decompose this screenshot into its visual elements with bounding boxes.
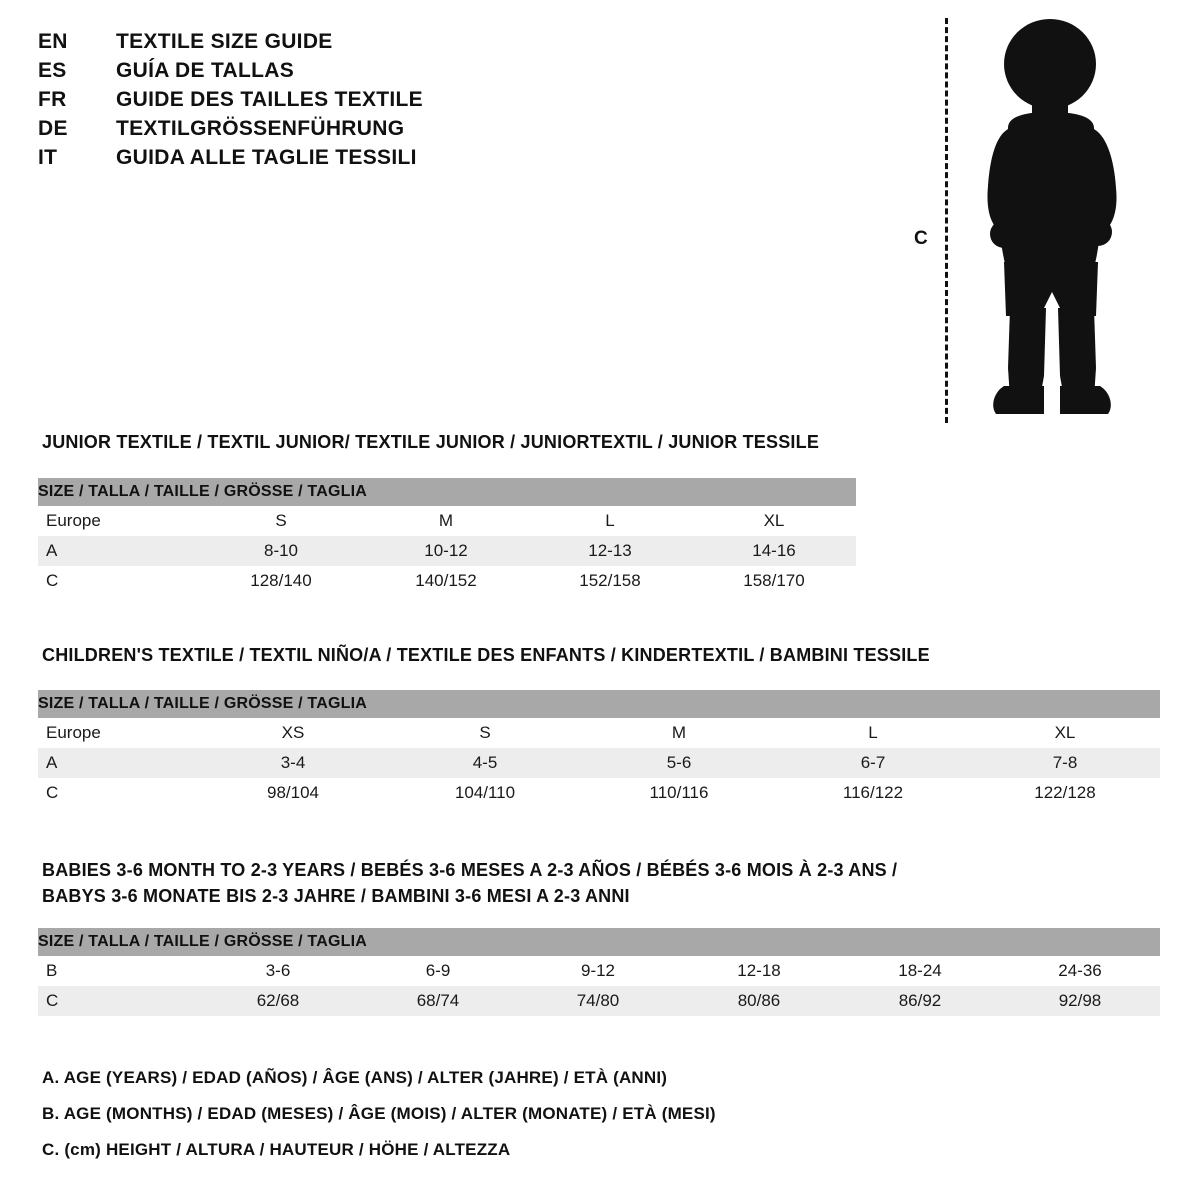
language-code: DE xyxy=(38,117,68,140)
band-label: SIZE / TALLA / TAILLE / GRÖSSE / TAGLIA xyxy=(38,695,367,712)
cell-value: 128/140 xyxy=(250,571,312,590)
child-silhouette-icon xyxy=(948,16,1148,431)
language-row xyxy=(38,88,558,112)
legend-line-a: A. AGE (YEARS) / EDAD (AÑOS) / ÂGE (ANS) / ALTER (JAHRE) / ETÀ (ANNI) xyxy=(42,1068,668,1087)
language-code: ES xyxy=(38,59,67,82)
table-row xyxy=(38,956,1160,986)
column-header: XS xyxy=(281,723,305,742)
column-header: S xyxy=(275,511,287,530)
figure-measure-label: C xyxy=(914,228,928,249)
table-row xyxy=(38,748,1160,778)
height-figure xyxy=(900,10,1160,430)
table-row xyxy=(38,778,1160,808)
section-title-children: CHILDREN'S TEXTILE / TEXTIL NIÑO/A / TEXTILE DES ENFANTS / KINDERTEXTIL / BAMBINI TESSILE xyxy=(42,645,930,665)
cell-value: 18-24 xyxy=(898,961,942,980)
language-row xyxy=(38,30,558,54)
cell-value: 140/152 xyxy=(415,571,477,590)
band-label: SIZE / TALLA / TAILLE / GRÖSSE / TAGLIA xyxy=(38,933,367,950)
cell-value: 110/116 xyxy=(649,783,709,802)
table-row xyxy=(38,566,856,596)
table-row xyxy=(38,986,1160,1016)
cell-value: 62/68 xyxy=(256,991,300,1010)
cell-value: 4-5 xyxy=(472,753,498,772)
legend-line-b: B. AGE (MONTHS) / EDAD (MESES) / ÂGE (MOIS) / ALTER (MONATE) / ETÀ (MESI) xyxy=(42,1104,716,1123)
column-header: Europe xyxy=(46,723,101,742)
legend-block xyxy=(42,1068,1142,1176)
cell-value: 6-7 xyxy=(860,753,886,772)
cell-value: 24-36 xyxy=(1058,961,1102,980)
cell-value: 3-4 xyxy=(280,753,306,772)
cell-value: 158/170 xyxy=(743,571,805,590)
junior-size-table xyxy=(38,478,856,596)
table-header-row xyxy=(38,718,1160,748)
section-title-babies-line2: BABYS 3-6 MONATE BIS 2-3 JAHRE / BAMBINI 3-6 MESI A 2-3 ANNI xyxy=(42,886,630,907)
cell-value: 5-6 xyxy=(666,753,692,772)
children-size-table xyxy=(38,690,1160,808)
language-title: GUIDA ALLE TAGLIE TESSILI xyxy=(116,146,417,169)
babies-size-table xyxy=(38,928,1160,1016)
cell-value: 92/98 xyxy=(1058,991,1102,1010)
cell-value: 68/74 xyxy=(416,991,460,1010)
language-row xyxy=(38,117,558,141)
cell-value: 86/92 xyxy=(898,991,942,1010)
language-row xyxy=(38,59,558,83)
cell-value: 98/104 xyxy=(267,783,319,802)
table-band-row xyxy=(38,478,856,506)
language-code: IT xyxy=(38,146,58,169)
cell-value: 116/122 xyxy=(842,783,904,802)
language-row xyxy=(38,146,558,170)
table-band-row xyxy=(38,928,1160,956)
cell-value: 9-12 xyxy=(580,961,616,980)
band-label: SIZE / TALLA / TAILLE / GRÖSSE / TAGLIA xyxy=(38,483,367,500)
cell-value: 80/86 xyxy=(737,991,781,1010)
table-band-row xyxy=(38,690,1160,718)
cell-value: 10-12 xyxy=(424,541,468,560)
language-title: GUÍA DE TALLAS xyxy=(116,59,295,82)
language-code: EN xyxy=(38,30,68,53)
column-header: M xyxy=(438,511,454,530)
column-header: Europe xyxy=(46,511,101,530)
table-row xyxy=(38,536,856,566)
column-header: XL xyxy=(1054,723,1076,742)
row-label: C xyxy=(46,571,59,590)
cell-value: 3-6 xyxy=(265,961,291,980)
cell-value: 74/80 xyxy=(576,991,620,1010)
language-title-block xyxy=(38,30,558,175)
section-title-junior: JUNIOR TEXTILE / TEXTIL JUNIOR/ TEXTILE JUNIOR / JUNIORTEXTIL / JUNIOR TESSILE xyxy=(42,432,820,452)
column-header: XL xyxy=(763,511,785,530)
cell-value: 14-16 xyxy=(752,541,796,560)
column-header: L xyxy=(868,723,878,742)
cell-value: 104/110 xyxy=(454,783,516,802)
language-title: TEXTILGRÖSSENFÜHRUNG xyxy=(116,117,405,140)
row-label: A xyxy=(46,753,58,772)
language-code: FR xyxy=(38,88,67,111)
cell-value: 122/128 xyxy=(1034,783,1096,802)
legend-line-c: C. (cm) HEIGHT / ALTURA / HAUTEUR / HÖHE / ALTEZZA xyxy=(42,1140,511,1159)
column-header: S xyxy=(479,723,491,742)
table-header-row xyxy=(38,506,856,536)
language-title: TEXTILE SIZE GUIDE xyxy=(116,30,333,53)
cell-value: 8-10 xyxy=(263,541,299,560)
row-label: C xyxy=(46,783,59,802)
row-label: C xyxy=(46,991,59,1010)
row-label: B xyxy=(46,961,58,980)
column-header: L xyxy=(605,511,615,530)
section-title-babies-line1: BABIES 3-6 MONTH TO 2-3 YEARS / BEBÉS 3-6 MESES A 2-3 AÑOS / BÉBÉS 3-6 MOIS À 2-3 ANS / xyxy=(42,860,898,880)
language-title: GUIDE DES TAILLES TEXTILE xyxy=(116,88,423,111)
column-header: M xyxy=(671,723,687,742)
cell-value: 12-18 xyxy=(737,961,781,980)
cell-value: 7-8 xyxy=(1052,753,1078,772)
row-label: A xyxy=(46,541,58,560)
cell-value: 12-13 xyxy=(588,541,632,560)
section-title-babies xyxy=(42,857,897,909)
cell-value: 6-9 xyxy=(425,961,451,980)
cell-value: 152/158 xyxy=(579,571,641,590)
